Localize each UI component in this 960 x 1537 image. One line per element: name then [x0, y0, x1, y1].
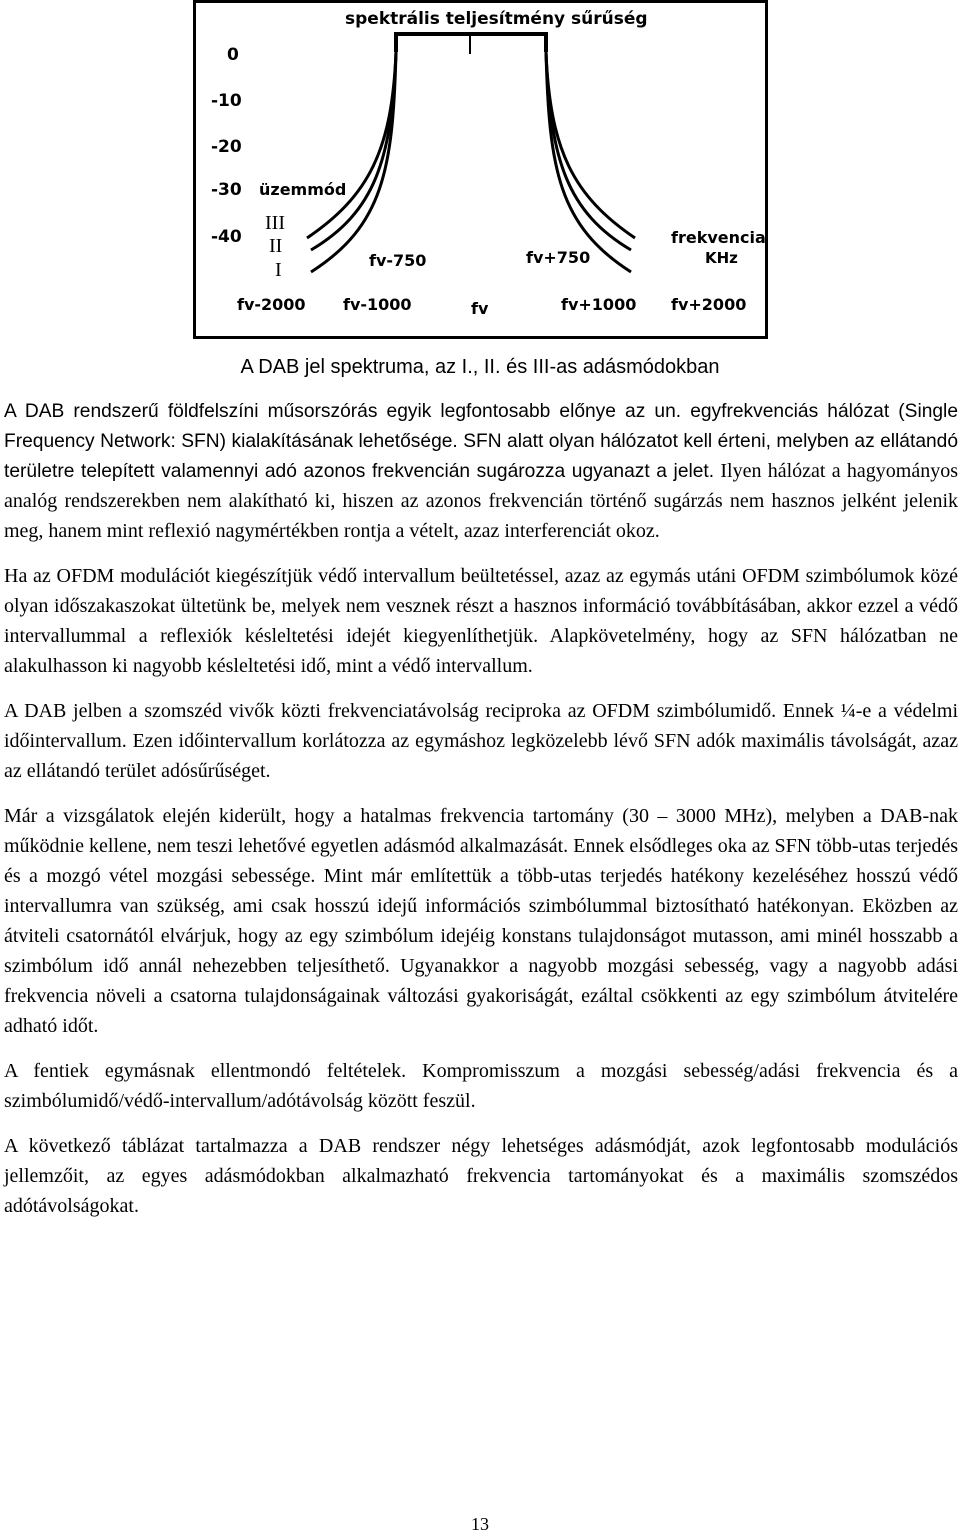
- paragraph-5: A fentiek egymásnak ellentmondó feltételek. Kompromisszum a mozgási sebesség/adási frekvencia és a szimbólumidő/védő-intervallum/adótávolság között feszül.: [4, 1060, 958, 1112]
- inner-label-fv-minus-750: fv-750: [369, 251, 427, 270]
- y-tick-0: 0: [227, 45, 239, 65]
- paragraph-4: Már a vizsgálatok elején kiderült, hogy a hatalmas frekvencia tartomány (30 – 3000 MHz), melyben a DAB-nak működnie kellene, nem teszi lehetővé egyetlen adásmód alkalmazását. Ennek elsődleges oka az SFN több-utas terjedés és a mozgó vétel mozgási sebessége. Mint már említettük a több-utas terjedés hatékony kezeléséhez hosszú védő intervallumra van szükség, ami csak hosszú idejű információs szimbólummal biztosítható hatékonyan. Eközben az átviteli csatornától elvárjuk, hogy az egy szimbólum idejéig konstans tulajdonságot mutasson, ami minél hosszabb a szimbólum idő annál nehezebben teljesíthető. Ugyanakkor a nagyobb mozgási sebesség, vagy a nagyobb adási frekvencia növeli a csatorna tulajdonságainak változási gyakoriságát, ezáltal csökkenti az egy szimbólum átvitelére adható időt.: [4, 805, 958, 1037]
- y-tick-minus40: -40: [211, 227, 242, 247]
- x-tick-fv-plus-2000: fv+2000: [671, 295, 747, 314]
- figure-caption: A DAB jel spektruma, az I., II. és III-as adásmódokban: [240, 356, 720, 378]
- inner-label-fv-plus-750: fv+750: [526, 248, 591, 267]
- mode-numeral-i: I: [275, 259, 282, 281]
- x-tick-fv: fv: [471, 299, 489, 318]
- spectrum-figure: [193, 0, 768, 340]
- y-tick-minus10: -10: [211, 91, 242, 111]
- mode-numeral-ii: II: [269, 235, 283, 257]
- y-tick-minus20: -20: [211, 137, 242, 157]
- freq-axis-label: frekvencia: [671, 228, 766, 247]
- paragraph-3: A DAB jelben a szomszéd vivők közti frekvenciatávolság reciproka az OFDM szimbólumidő. Ennek ¼-e a védelmi időintervallum. Ezen időintervallum korlátozza az egymáshoz legközelebb lévő SFN adók maximális távolságát, azaz az ellátandó terület adósűrűséget.: [4, 700, 958, 782]
- page-number: 13: [471, 1514, 489, 1534]
- mode-numeral-iii: III: [265, 212, 285, 234]
- mode-label: üzemmód: [259, 180, 347, 199]
- body-text: [4, 396, 958, 1236]
- unit-label: KHz: [705, 249, 738, 267]
- spectrum-diagram: [193, 0, 768, 340]
- y-tick-minus30: -30: [211, 180, 242, 200]
- figure-frame: [195, 2, 767, 338]
- x-tick-fv-plus-1000: fv+1000: [561, 295, 637, 314]
- paragraph-1: [4, 396, 958, 546]
- paragraph-6: A következő táblázat tartalmazza a DAB rendszer négy lehetséges adásmódját, azok legfontosabb modulációs jellemzőit, az egyes adásmódokban alkalmazható frekvencia tartományokat és a maximális szomszédos adótávolságokat.: [4, 1135, 958, 1217]
- paragraph-2: Ha az OFDM modulációt kiegészítjük védő intervallum beültetéssel, azaz az egymás utáni OFDM szimbólumok közé olyan időszakaszokat ültetünk be, melyek nem vesznek részt a hasznos információ továbbításában, akkor ezzel a védő intervallummal a reflexiók késleltetési idejét kiegyenlíthetjük. Alapkövetelmény, hogy az SFN hálózatban ne alakulhasson ki nagyobb késleltetési idő, mint a védő intervallum.: [4, 565, 958, 677]
- x-tick-fv-minus-2000: fv-2000: [237, 295, 306, 314]
- figure-title: spektrális teljesítmény sűrűség: [345, 9, 648, 29]
- x-tick-fv-minus-1000: fv-1000: [343, 295, 412, 314]
- paragraph-1-serif-part: Ilyen hálózat a hagyományos analóg rendszerekben nem alakítható ki, hiszen az azonos frekvencián történő sugárzás nem hasznos jelként jelenik meg, hanem mint reflexió nagymértékben rontja a vételt, azaz interferenciát okoz.: [4, 460, 958, 542]
- paragraph-1-sans-part: A DAB rendszerű földfelszíni műsorszórás egyik legfontosabb előnye az un. egyfrekvenciás hálózat (Single Frequency Network: SFN) kialakításának lehetősége. SFN alatt olyan hálózatot kell érteni, melyben az ellátandó területre telepített valamennyi adó azonos frekvencián sugározza ugyanazt a jelet.: [4, 401, 958, 482]
